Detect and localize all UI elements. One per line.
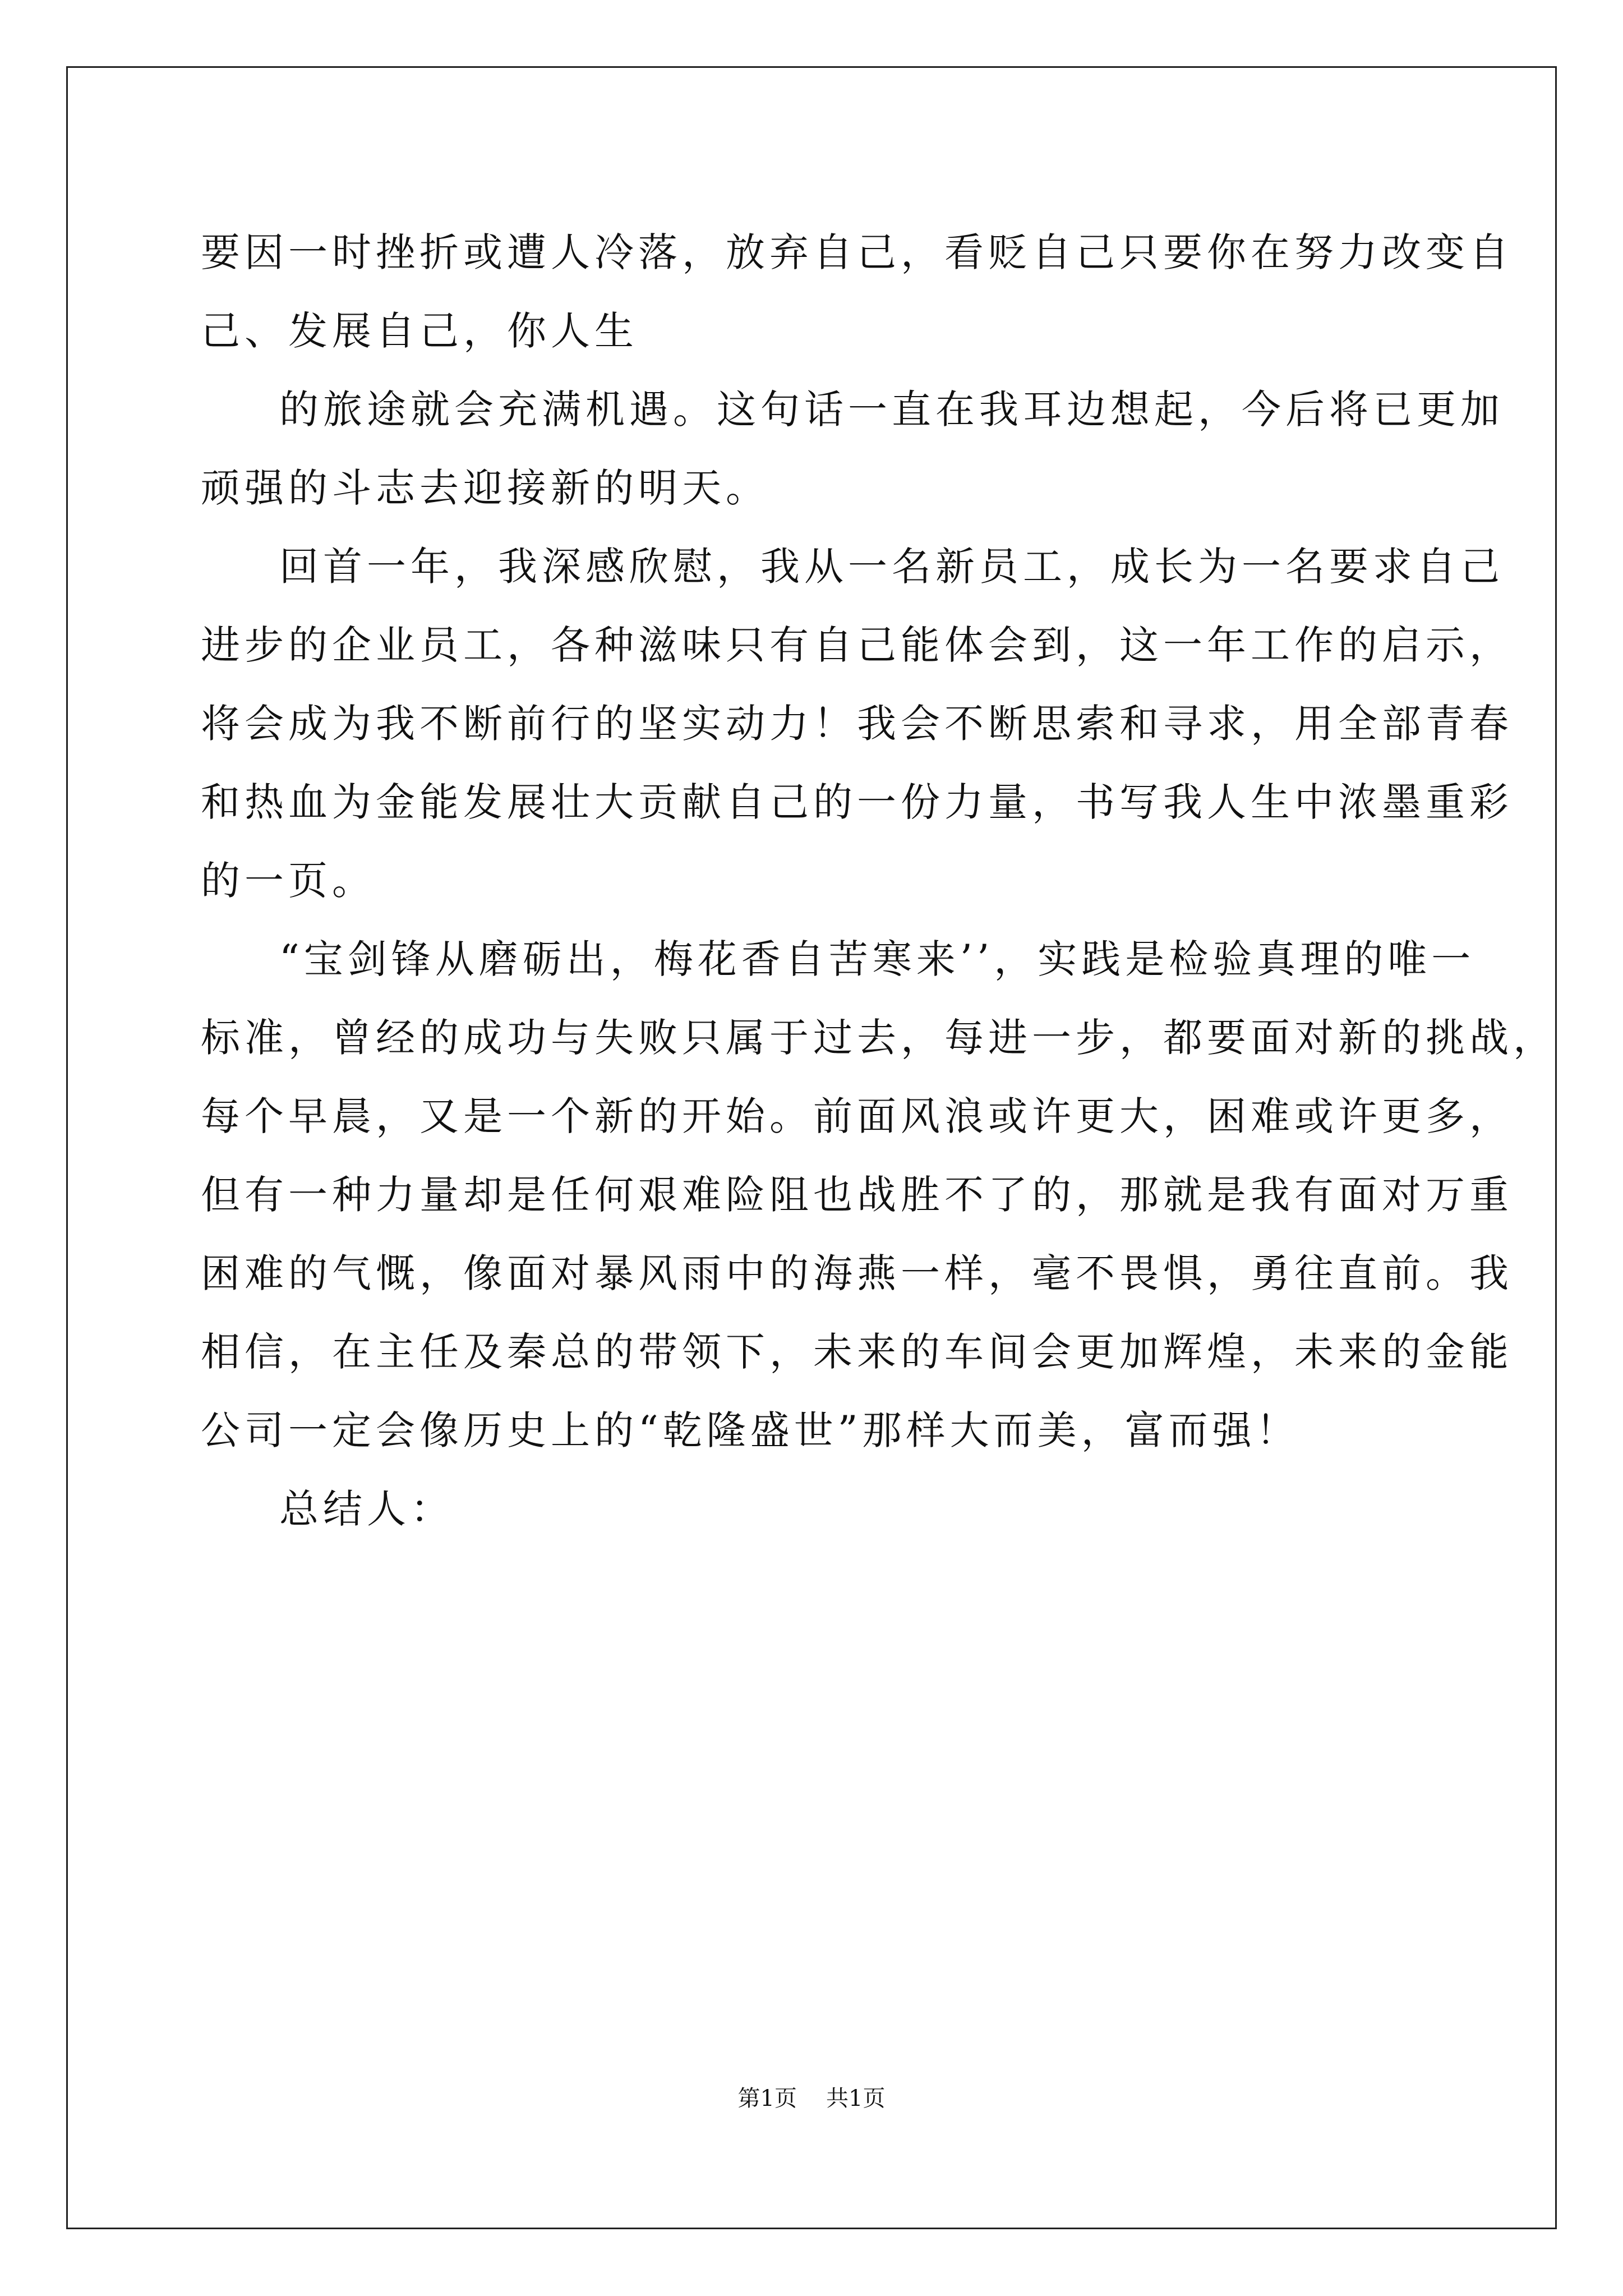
text-line-8: 和热血为金能发展壮大贡献自己的一份力量，书写我人生中浓墨重彩 bbox=[201, 779, 1513, 825]
document-body bbox=[201, 213, 1557, 1548]
text-line-17: 总结人： bbox=[279, 1486, 454, 1532]
text-line-13: 但有一种力量却是任何艰难险阻也战胜不了的，那就是我有面对万重 bbox=[201, 1172, 1513, 1218]
text-line-2: 己、发展自己，你人生 bbox=[201, 308, 638, 354]
text-line-15: 相信，在主任及秦总的带领下，未来的车间会更加辉煌，未来的金能 bbox=[201, 1329, 1513, 1375]
text-line-12: 每个早晨，又是一个新的开始。前面风浪或许更大，困难或许更多， bbox=[201, 1093, 1513, 1139]
page-footer bbox=[0, 2085, 1623, 2113]
page-number: 第1页 bbox=[737, 2086, 797, 2111]
text-line-5: 回首一年，我深感欣慰，我从一名新员工，成长为一名要求自己 bbox=[279, 544, 1504, 590]
text-line-11: 标准，曾经的成功与失败只属于过去，每进一步，都要面对新的挑战， bbox=[201, 1015, 1557, 1061]
text-line-3: 的旅途就会充满机遇。这句话一直在我耳边想起，今后将已更加 bbox=[279, 386, 1504, 432]
text-line-4: 顽强的斗志去迎接新的明天。 bbox=[201, 465, 769, 511]
text-line-7: 将会成为我不断前行的坚实动力！我会不断思索和寻求，用全部青春 bbox=[201, 701, 1513, 747]
text-line-9: 的一页。 bbox=[201, 858, 376, 904]
page-total: 共1页 bbox=[826, 2086, 886, 2111]
text-line-16: 公司一定会像历史上的“乾隆盛世”那样大而美，富而强！ bbox=[201, 1407, 1300, 1453]
text-line-10: “宝剑锋从磨砺出，梅花香自苦寒来’’，实践是检验真理的唯一 bbox=[279, 936, 1476, 982]
text-line-6: 进步的企业员工，各种滋味只有自己能体会到，这一年工作的启示， bbox=[201, 622, 1513, 668]
text-line-14: 困难的气慨，像面对暴风雨中的海燕一样，毫不畏惧，勇往直前。我 bbox=[201, 1250, 1513, 1296]
text-line-1: 要因一时挫折或遭人冷落，放弃自己，看贬自己只要你在努力改变自 bbox=[201, 229, 1513, 275]
